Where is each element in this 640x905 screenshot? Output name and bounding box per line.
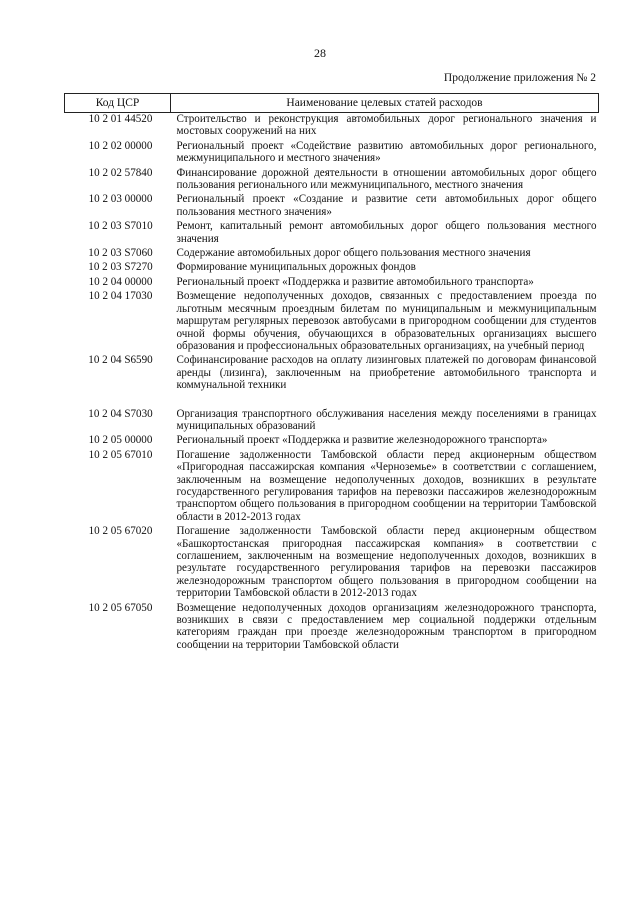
appendix-continuation-label: Продолжение приложения № 2	[443, 72, 596, 84]
row-code: 10 2 02 57840	[88, 166, 153, 179]
row-name: Формирование муниципальных дорожных фондов	[176, 261, 416, 274]
column-header-name: Наименование целевых статей расходов	[171, 94, 599, 113]
row-code: 10 2 04 00000	[88, 275, 153, 288]
row-name: Строительство и реконструкция автомобильных дорог регионального значения и мостовых сооружений на них	[176, 113, 597, 138]
row-name: Содержание автомобильных дорог общего пользования местного значения	[176, 247, 531, 260]
row-name: Региональный проект «Содействие развитию автомобильных дорог регионального, межмуниципального и местного значения»	[176, 139, 597, 165]
row-name: Региональный проект «Поддержка и развитие железнодорожного транспорта»	[176, 434, 548, 447]
row-name: Региональный проект «Создание и развитие сети автомобильных дорог общего пользования местного значения»	[176, 193, 597, 218]
row-name: Софинансирование расходов на оплату лизинговых платежей по договорам финансовой аренды (лизинга), заключенным на приобретение автомобильного транспорта и коммунальной техники	[176, 354, 597, 392]
table-row	[65, 354, 599, 407]
table-row	[65, 247, 599, 261]
row-name: Погашение задолженности Тамбовской области перед акционерным обществом «Башкортостанская пригородная пассажирская компания» в соответствии с соглашением, заключенным на возмещение недополученных доходов, возникших в результате государственного регулирования тарифов на перевозки пассажиров железнодорожным транспортом общего пользования в пригородном сообщении на территории Тамбовской области в 2012-2013 годах	[176, 525, 597, 600]
row-code: 10 2 05 67020	[88, 525, 153, 538]
table-row	[65, 167, 599, 194]
table-row	[65, 408, 599, 435]
row-code: 10 2 03 S7010	[88, 220, 153, 233]
table-row	[65, 193, 599, 220]
row-code: 10 2 04 S6590	[88, 354, 153, 367]
table-row	[65, 113, 599, 140]
row-code: 10 2 05 00000	[88, 434, 153, 447]
row-code: 10 2 03 00000	[88, 193, 153, 206]
table-row	[65, 140, 599, 167]
row-name: Региональный проект «Поддержка и развитие автомобильного транспорта»	[176, 275, 534, 288]
row-code: 10 2 02 00000	[88, 139, 153, 152]
row-name: Погашение задолженности Тамбовской области перед акционерным обществом «Пригородная пассажирская компания «Черноземье» в соответствии с соглашением, заключенным на возмещение недополученных доходов, возникших в результате государственного регулирования тарифов на перевозки пассажиров железнодорожным транспортом общего пользования в пригородном сообщении на территории Тамбовской области в 2012-2013 годах	[176, 448, 597, 523]
table-header	[65, 94, 599, 113]
table-row	[65, 449, 599, 525]
row-name: Возмещение недополученных доходов, связанных с предоставлением проезда по льготным месячным проездным билетам по муниципальным и межмуниципальным маршрутам регулярных перевозок автобусами в пригородном сообщении для студентов очной формы обучения, обучающихся в образовательных организациях высшего образования и профессиональных образовательных организациях, на учебный период	[176, 290, 597, 352]
row-name: Организация транспортного обслуживания населения между поселениями в границах муниципальных образований	[176, 407, 597, 432]
target-expenditure-table	[64, 93, 599, 653]
table-row	[65, 261, 599, 275]
row-name: Ремонт, капитальный ремонт автомобильных дорог общего пользования местного значения	[176, 220, 597, 245]
table-row	[65, 290, 599, 354]
row-code: 10 2 04 17030	[88, 290, 153, 303]
table-row	[65, 276, 599, 290]
row-name: Возмещение недополученных доходов организациям железнодорожного транспорта, возникших в связи с предоставлением мер социальной поддержки отдельным категориям граждан при проезде железнодорожным транспортом в пригородном сообщении на территории Тамбовской области	[176, 601, 597, 651]
row-code: 10 2 05 67010	[88, 448, 153, 461]
row-code: 10 2 01 44520	[88, 113, 153, 125]
row-code: 10 2 04 S7030	[88, 407, 153, 420]
row-name: Финансирование дорожной деятельности в отношении автомобильных дорог общего пользования регионального или межмуниципального, местного значения	[176, 166, 597, 192]
page-number: 28	[314, 46, 326, 60]
row-code: 10 2 05 67050	[88, 601, 153, 614]
table-row	[65, 525, 599, 601]
row-code: 10 2 03 S7270	[88, 261, 153, 274]
table-row	[65, 602, 599, 654]
column-header-code: Код ЦСР	[65, 94, 171, 113]
table-row	[65, 220, 599, 247]
table-row	[65, 434, 599, 448]
row-code: 10 2 03 S7060	[88, 247, 153, 260]
